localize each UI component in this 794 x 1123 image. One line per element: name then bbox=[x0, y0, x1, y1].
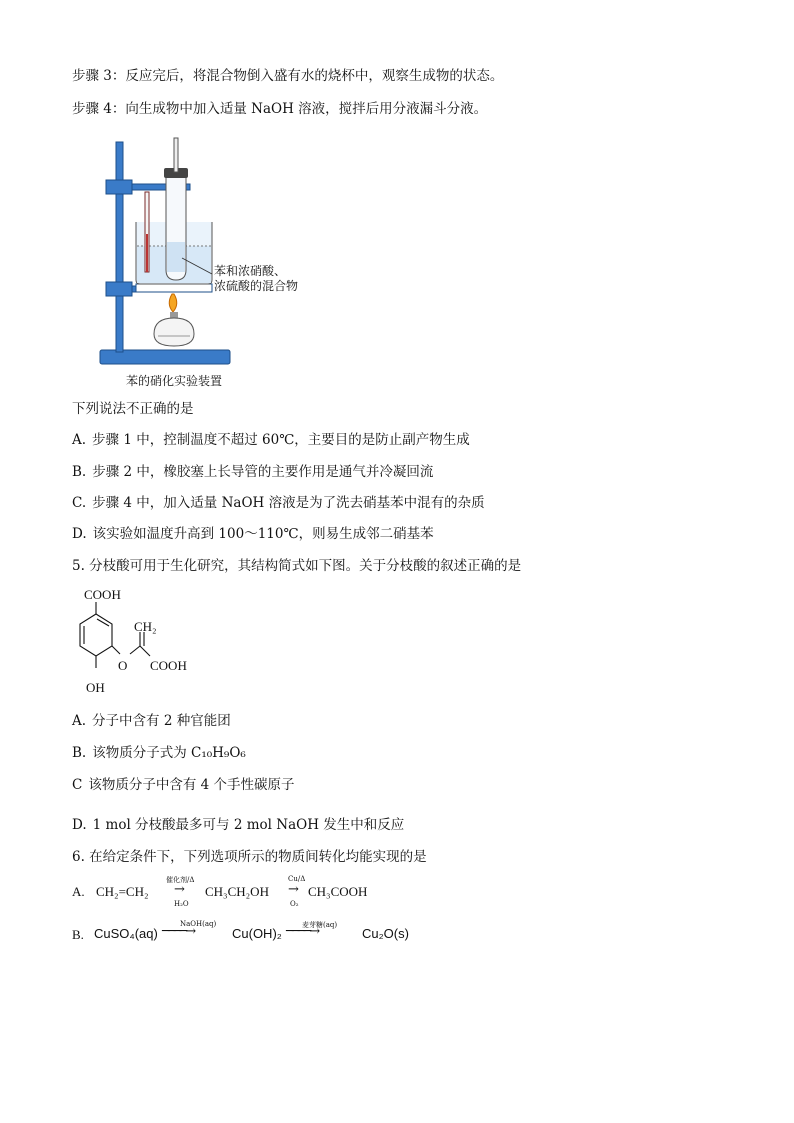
option-text: 分子中含有 2 种官能团 bbox=[92, 713, 231, 729]
condition-1-top: 催化剂/Δ bbox=[166, 876, 195, 884]
condition-2: 麦芽糖(aq) bbox=[302, 921, 338, 929]
option-letter: A. bbox=[72, 713, 87, 729]
option-letter: B. bbox=[72, 745, 87, 761]
q4-option-c[interactable] bbox=[72, 494, 485, 512]
step-4-text: 步骤 4：向生成物中加入适量 NaOH 溶液，搅拌后用分液漏斗分液。 bbox=[72, 101, 488, 117]
upper-clamp bbox=[106, 180, 132, 194]
cuprous-oxide-formula: Cu₂O(s) bbox=[362, 926, 409, 941]
stand-rod bbox=[116, 142, 123, 352]
q5-stem: 5. 分枝酸可用于生化研究，其结构简式如下图。关于分枝酸的叙述正确的是 bbox=[72, 558, 522, 574]
option-text: 1 mol 分枝酸最多可与 2 mol NaOH 发生中和反应 bbox=[92, 817, 405, 833]
arrow-1-icon: ────→ bbox=[162, 924, 195, 939]
arrow-1-icon: → bbox=[174, 882, 185, 897]
q4-option-a[interactable] bbox=[72, 431, 470, 449]
option-text: 步骤 4 中，加入适量 NaOH 溶液是为了洗去硝基苯中混有的杂质 bbox=[92, 495, 485, 511]
q6-option-a[interactable] bbox=[72, 872, 412, 912]
mixture-label-line2: 浓硫酸的混合物 bbox=[214, 279, 299, 293]
q6-stem: 6. 在给定条件下，下列选项所示的物质间转化均能实现的是 bbox=[72, 849, 427, 865]
step-3-text: 步骤 3：反应完后，将混合物倒入盛有水的烧杯中，观察生成物的状态。 bbox=[72, 68, 504, 84]
option-text: 该物质分子中含有 4 个手性碳原子 bbox=[88, 777, 295, 793]
option-letter: B. bbox=[72, 927, 84, 942]
q5-option-c[interactable] bbox=[72, 776, 295, 794]
condition-2-top: Cu/Δ bbox=[288, 875, 306, 883]
option-text: 该物质分子式为 C₁₀H₉O₆ bbox=[92, 745, 246, 761]
q4-option-b[interactable] bbox=[72, 463, 433, 481]
ethylene-formula: CH₂=CH₂ bbox=[96, 884, 149, 899]
ethanol-formula: CH₃CH₂OH bbox=[205, 884, 269, 899]
condition-1-bottom: H₂O bbox=[174, 900, 189, 908]
option-letter: D. bbox=[72, 817, 87, 833]
nitration-apparatus-figure bbox=[96, 134, 326, 392]
option-text: 该实验如温度升高到 100～110℃，则易生成邻二硝基苯 bbox=[92, 526, 434, 542]
option-letter: B. bbox=[72, 464, 87, 480]
ch2-label: CH₂ bbox=[134, 619, 157, 634]
option-letter: A. bbox=[72, 432, 87, 448]
condition-1: NaOH(aq) bbox=[180, 920, 217, 928]
lower-clamp bbox=[106, 282, 132, 296]
mixture-label bbox=[214, 264, 298, 294]
condition-2-bottom: O₂ bbox=[290, 900, 299, 908]
cooh-top-label: COOH bbox=[84, 587, 121, 602]
long-glass-tube bbox=[174, 138, 178, 172]
arrow-2-icon: → bbox=[288, 882, 299, 897]
mixture-label-line1: 苯和浓硝酸、 bbox=[214, 264, 287, 278]
option-letter: C bbox=[72, 777, 83, 793]
cyclohexadiene-ring bbox=[80, 614, 112, 656]
apparatus-drawing bbox=[96, 134, 326, 392]
q4-stem: 下列说法不正确的是 bbox=[72, 401, 194, 417]
copper-hydroxide-formula: Cu(OH)₂ bbox=[232, 926, 282, 941]
copper-sulfate-formula: CuSO₄(aq) bbox=[94, 926, 158, 941]
figure-caption: 苯的硝化实验装置 bbox=[126, 374, 223, 388]
option-letter: A. bbox=[72, 884, 85, 899]
cooh-right-label: COOH bbox=[150, 658, 187, 673]
q4-option-d[interactable] bbox=[72, 525, 434, 543]
option-text: 步骤 1 中，控制温度不超过 60℃，主要目的是防止副产物生成 bbox=[92, 432, 470, 448]
chorismic-acid-structure bbox=[72, 584, 212, 699]
option-letter: D. bbox=[72, 526, 87, 542]
q5-option-d[interactable] bbox=[72, 816, 404, 834]
q5-option-a[interactable] bbox=[72, 712, 231, 730]
arrow-2-icon: ────→ bbox=[286, 924, 319, 939]
support-ring bbox=[136, 284, 212, 292]
flame bbox=[169, 294, 177, 312]
q5-option-b[interactable] bbox=[72, 744, 246, 762]
oh-label: OH bbox=[86, 680, 105, 695]
option-text: 步骤 2 中，橡胶塞上长导管的主要作用是通气并冷凝回流 bbox=[92, 464, 434, 480]
ether-o-label: O bbox=[118, 658, 128, 673]
alcohol-lamp bbox=[154, 318, 194, 346]
option-letter: C. bbox=[72, 495, 87, 511]
q6-option-b[interactable] bbox=[72, 920, 432, 950]
acetic-acid-formula: CH₃COOH bbox=[308, 884, 368, 899]
